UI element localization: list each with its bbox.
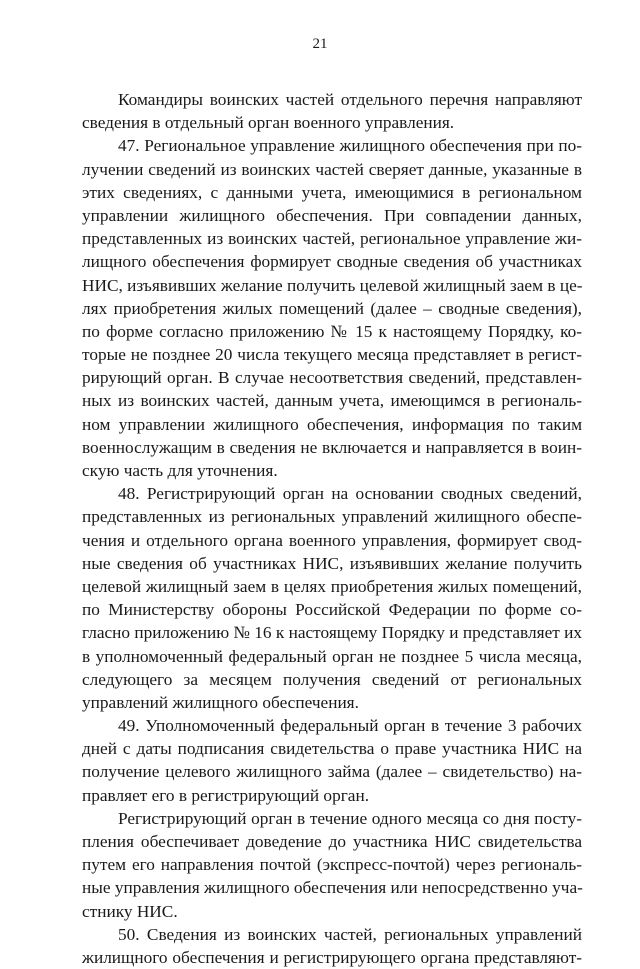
text-line: дней с даты подписания свидетельства о праве участника НИС на	[82, 739, 582, 759]
text-line: 50. Сведения из воинских частей, региональных управлений	[118, 924, 582, 944]
text-line: сведения в отдельный орган военного управления.	[82, 113, 455, 133]
text-line: чения и отдельного органа военного управления, формирует свод-	[82, 530, 582, 550]
text-line: стнику НИС.	[82, 901, 178, 921]
text-line: ные сведения об участниках НИС, изъявивших желание получить	[82, 553, 582, 573]
text-line: целевой жилищный заем в целях приобретения жилых помещений,	[82, 576, 582, 596]
paragraph	[82, 714, 582, 807]
text-line: представленных из региональных управлений жилищного обеспе-	[82, 507, 582, 527]
document-body	[82, 88, 582, 969]
text-line: рирующий орган. В случае несоответствия сведений, представлен-	[82, 368, 582, 388]
text-line: пления обеспечивает доведение до участника НИС свидетельства	[82, 832, 582, 851]
text-line: по Министерству обороны Российской Федерации по форме со-	[82, 600, 582, 620]
text-line: лучении сведений из воинских частей сверяет данные, указанные в	[82, 159, 582, 179]
text-line: 49. Уполномоченный федеральный орган в течение 3 рабочих	[118, 716, 582, 736]
text-line: торые не позднее 20 числа текущего месяца представляет в регист-	[82, 345, 582, 365]
text-line: этих сведениях, с данными учета, имеющимися в региональном	[82, 182, 582, 202]
text-line: получение целевого жилищного займа (далее – свидетельство) на-	[82, 762, 582, 782]
text-line: скую часть для уточнения.	[82, 461, 278, 480]
text-line: представленных из воинских частей, региональное управление жи-	[82, 229, 582, 249]
text-line: лищного обеспечения формирует сводные сведения об участниках	[82, 252, 582, 272]
text-line: жилищного обеспечения и регистрирующего органа представляют-	[82, 947, 582, 967]
text-line: Командиры воинских частей отдельного перечня направляют	[118, 90, 582, 109]
text-line: ные управления жилищного обеспечения или непосредственно уча-	[82, 878, 583, 898]
text-line: ном управлении жилищного обеспечения, информация по таким	[82, 414, 582, 434]
paragraph	[82, 482, 582, 714]
page-number: 21	[312, 36, 328, 52]
text-line: в уполномоченный федеральный орган не позднее 5 числа месяца,	[82, 646, 582, 666]
text-line: Регистрирующий орган в течение одного месяца со дня посту-	[118, 808, 582, 828]
text-line: по форме согласно приложению № 15 к настоящему Порядку, ко-	[82, 321, 582, 341]
text-line: следующего за месяцем получения сведений от региональных	[82, 669, 582, 689]
text-line: 48. Регистрирующий орган на основании сводных сведений,	[118, 484, 582, 504]
text-line: правляет его в регистрирующий орган.	[82, 785, 370, 805]
text-line: военнослужащим в сведения не включается и направляется в воин-	[82, 437, 582, 457]
text-line: лях приобретения жилых помещений (далее – сводные сведения),	[82, 298, 582, 318]
paragraph	[82, 807, 582, 923]
text-line: НИС, изъявивших желание получить целевой жилищный заем в це-	[82, 275, 583, 295]
paragraph	[82, 134, 582, 482]
paragraph	[82, 88, 582, 134]
text-line: управлении жилищного обеспечения. При совпадении данных,	[82, 205, 582, 225]
text-line: путем его направления почтой (экспресс-почтой) через региональ-	[82, 855, 582, 875]
text-line: 47. Региональное управление жилищного обеспечения при по-	[118, 136, 582, 156]
text-line: ных из воинских частей, данным учета, имеющимся в региональ-	[82, 391, 582, 411]
text-line: управлений жилищного обеспечения.	[82, 692, 359, 712]
paragraph	[82, 923, 582, 969]
text-line: гласно приложению № 16 к настоящему Порядку и представляет их	[82, 623, 582, 643]
